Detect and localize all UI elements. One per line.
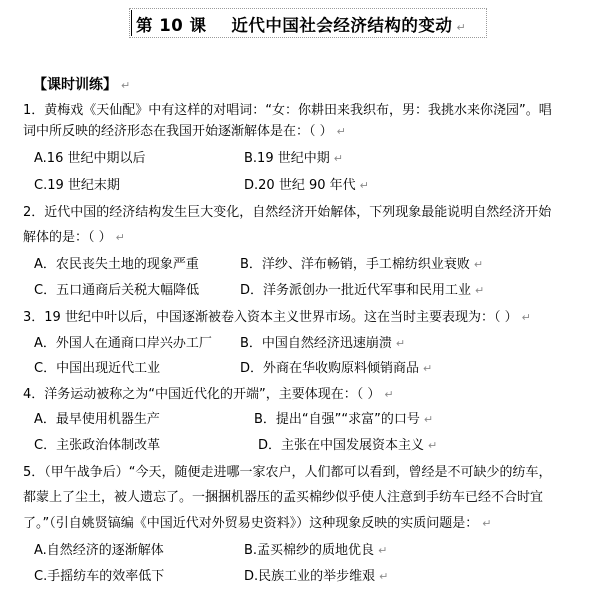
lesson-title-text: 第 10 课 近代中国社会经济结构的变动	[136, 16, 453, 35]
q4-option-d: D．主张在中国发展资本主义 ↵	[258, 438, 438, 453]
text-cursor	[131, 10, 132, 36]
q1-option-d: D.20 世纪 90 年代 ↵	[244, 178, 369, 193]
paragraph-mark: ↵	[121, 79, 131, 92]
q1-stem-line-2: 词中所反映的经济形态在我国开始逐渐解体是在：（ ） ↵	[23, 124, 346, 139]
q4-option-c: C．主张政治体制改革	[34, 438, 161, 453]
q5-option-b: B.孟买棉纱的质地优良 ↵	[244, 543, 388, 558]
q5-stem-line-2: 都蒙上了尘土，被人遗忘了。一捆捆机器压的孟买棉纱似乎使人注意到手纺车已经不合时宜	[23, 490, 544, 505]
q5-option-c: C.手摇纺车的效率低下	[34, 569, 165, 584]
q5-stem-line-1: 5．（甲午战争后）“今天，随便走进哪一家农户，人们都可以看到，曾经是不可缺少的纺车，	[23, 465, 552, 480]
q2-stem-line-2: 解体的是：（ ） ↵	[23, 230, 125, 245]
section-heading-text: 【课时训练】	[33, 77, 117, 93]
section-heading	[33, 77, 130, 94]
q5-stem-line-3: 了。”（引自姚贤镐编《中国近代对外贸易史资料》）这种现象反映的实质问题是： ↵	[23, 516, 492, 531]
paragraph-mark: ↵	[456, 21, 467, 34]
q2-option-a: A．农民丧失土地的现象严重	[34, 257, 199, 272]
q5-option-d: D.民族工业的举步维艰 ↵	[244, 569, 389, 584]
q1-option-a: A.16 世纪中期以后	[34, 151, 146, 166]
q2-stem-line-1: 2．近代中国的经济结构发生巨大变化，自然经济开始解体，下列现象最能说明自然经济开始	[23, 205, 552, 220]
q4-option-b: B．提出“自强”“求富”的口号 ↵	[254, 412, 434, 427]
q3-option-c: C．中国出现近代工业	[34, 361, 161, 376]
q5-option-a: A.自然经济的逐渐解体	[34, 543, 164, 558]
q1-option-b: B.19 世纪中期 ↵	[244, 151, 343, 166]
lesson-title	[136, 12, 466, 36]
q1-option-c: C.19 世纪末期	[34, 178, 120, 193]
q2-option-b: B．洋纱、洋布畅销，手工棉纺织业衰败 ↵	[240, 257, 484, 272]
q2-option-c: C．五口通商后关税大幅降低	[34, 283, 200, 298]
q4-stem-line-1: 4．洋务运动被称之为“中国近代化的开端”，主要体现在：（ ） ↵	[23, 387, 394, 402]
q1-stem-line-1: 1．黄梅戏《天仙配》中有这样的对唱词：“女：你耕田来我织布，男：我挑水来你浇园”。唱	[23, 103, 552, 118]
q3-stem-line-1: 3．19 世纪中叶以后，中国逐渐被卷入资本主义世界市场。这在当时主要表现为：（ ） ↵	[23, 310, 531, 325]
q3-option-d: D．外商在华收购原料倾销商品 ↵	[240, 361, 433, 376]
q4-option-a: A．最早使用机器生产	[34, 412, 160, 427]
q3-option-a: A．外国人在通商口岸兴办工厂	[34, 336, 212, 351]
q3-option-b: B．中国自然经济迅速崩溃 ↵	[240, 336, 406, 351]
q2-option-d: D．洋务派创办一批近代军事和民用工业 ↵	[240, 283, 485, 298]
